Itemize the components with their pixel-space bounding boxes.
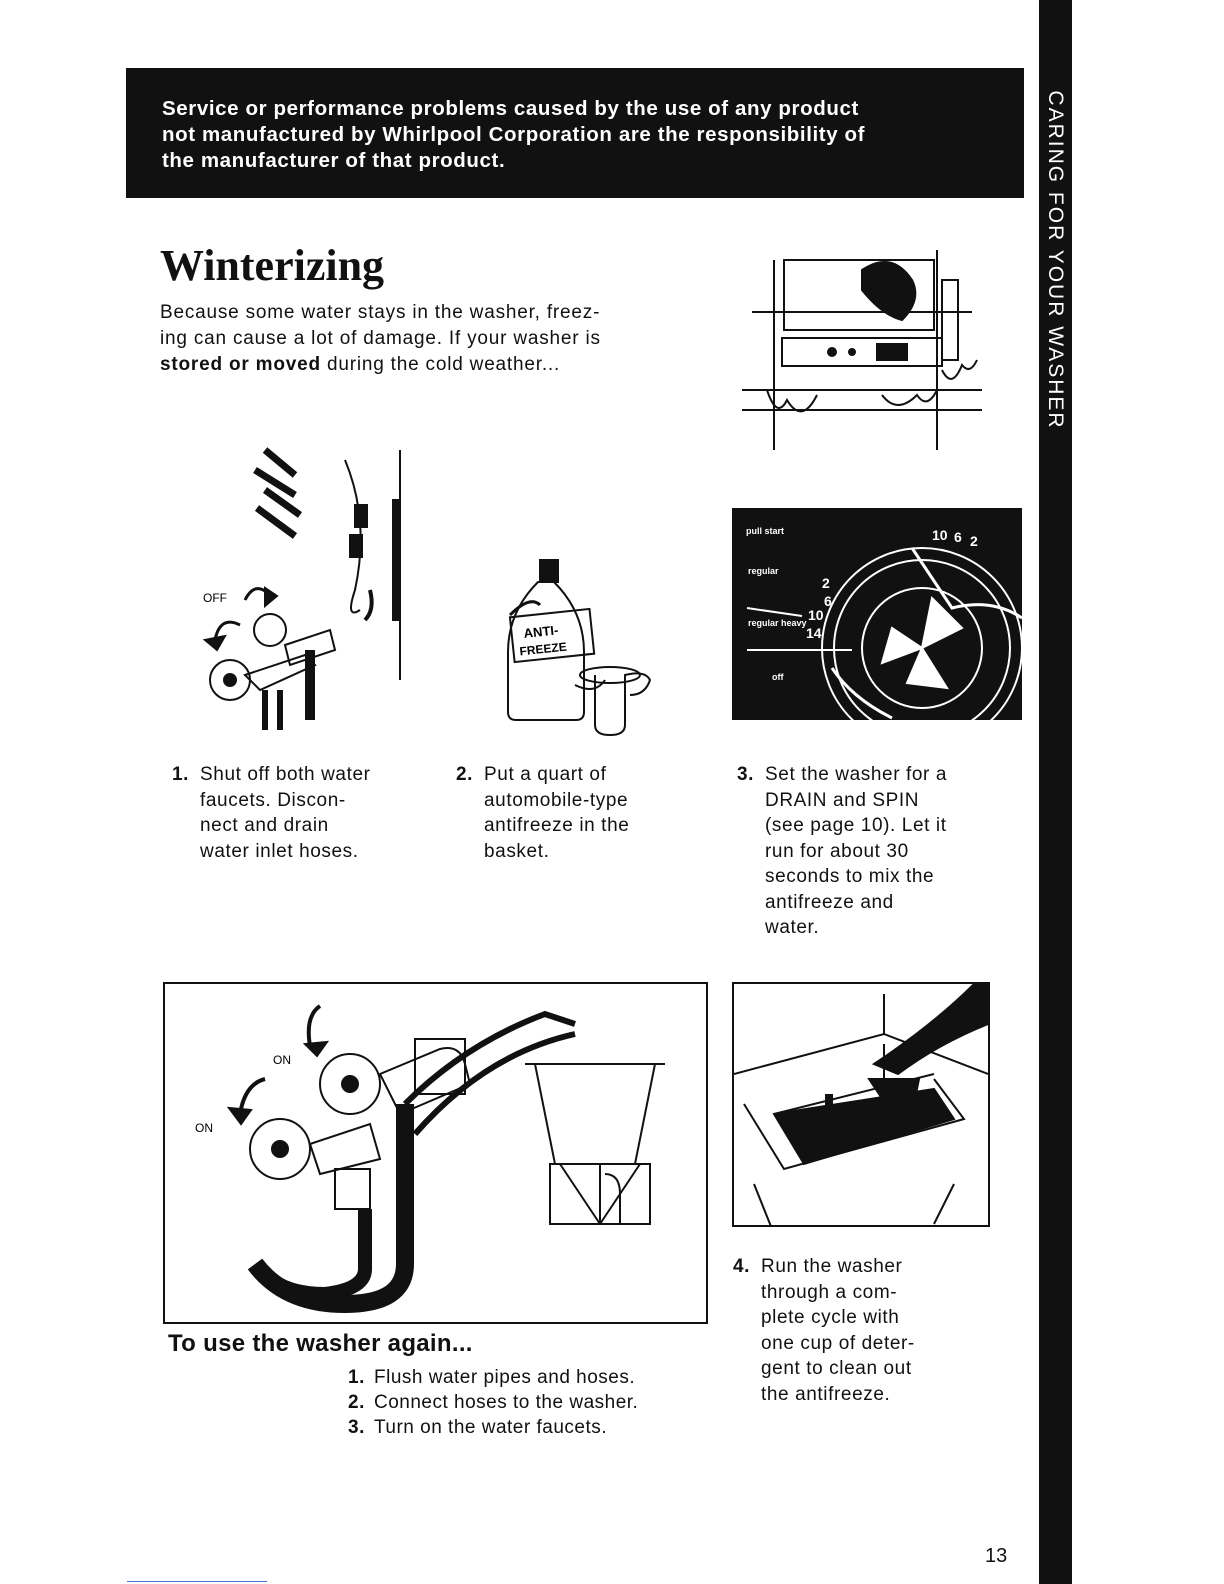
step-line: DRAIN and SPIN <box>765 789 920 811</box>
dial-label: pull start <box>746 526 785 536</box>
step-line: Put a quart of <box>484 764 607 785</box>
item-text: Connect hoses to the washer. <box>374 1392 639 1413</box>
list-item <box>348 1390 638 1415</box>
detergent-frame <box>732 982 990 1227</box>
off-label: OFF <box>203 591 227 605</box>
antifreeze-label-1: ANTI- <box>522 622 559 641</box>
dial-number: 10 <box>932 527 948 543</box>
step-line: (see page 10). Let it <box>765 815 947 836</box>
intro-emphasis: stored or moved <box>160 354 321 375</box>
step-number: 1. <box>172 764 190 785</box>
step-line: seconds to mix the <box>765 866 935 887</box>
dial-label: off <box>772 672 784 682</box>
step-line: plete cycle with <box>761 1307 900 1328</box>
step-line: Set the washer for a <box>765 764 948 785</box>
step-line: the antifreeze. <box>761 1383 891 1405</box>
step-line: faucets. Discon- <box>200 789 346 811</box>
dial-number: 14 <box>806 625 822 641</box>
on-label: ON <box>273 1053 291 1067</box>
intro-line: Because some water stays in the washer, freez- <box>160 302 601 323</box>
intro-paragraph <box>160 300 730 378</box>
step-number: 4. <box>733 1256 751 1277</box>
dial-number: 10 <box>808 607 824 623</box>
step-line: one cup of deter- <box>761 1332 915 1354</box>
step-1 <box>172 762 422 864</box>
step-line: gent to clean out <box>761 1358 912 1379</box>
page-title: Winterizing <box>160 241 385 290</box>
dial-number: 6 <box>954 529 962 545</box>
dial-label: regular <box>748 566 779 576</box>
use-again-heading: To use the washer again... <box>168 1330 473 1357</box>
notice-line: the manufacturer of that product. <box>162 149 506 172</box>
antifreeze-label-2: FREEZE <box>518 639 568 659</box>
use-again-list <box>348 1365 638 1440</box>
step-4 <box>733 1254 1003 1407</box>
step-line: antifreeze in the <box>484 815 630 836</box>
antifreeze-bottle-illustration <box>500 555 670 740</box>
step-line: basket. <box>484 840 550 862</box>
faucets-off-illustration <box>195 440 415 740</box>
item-number: 1. <box>348 1367 365 1388</box>
dial-number: 2 <box>822 575 830 591</box>
step-line: water. <box>765 917 820 938</box>
dial-number: 6 <box>824 593 832 609</box>
step-line: Run the washer <box>761 1256 903 1277</box>
step-2 <box>456 762 716 864</box>
dial-number: 2 <box>970 533 978 549</box>
notice-line: not manufactured by Whirlpool Corporation are the responsibility of <box>162 123 866 146</box>
pouring-detergent-illustration <box>734 984 988 1225</box>
step-3 <box>737 762 1017 941</box>
step-line: Shut off both water <box>200 764 371 785</box>
washer-lid-illustration <box>742 240 982 460</box>
cycle-dial-illustration <box>732 508 1022 720</box>
page-number: 13 <box>985 1545 1008 1567</box>
step-line: run for about 30 <box>765 840 909 862</box>
step-number: 3. <box>737 764 755 785</box>
step-number: 2. <box>456 764 474 785</box>
notice-banner <box>126 68 1024 198</box>
list-item <box>348 1365 638 1390</box>
item-text: Turn on the water faucets. <box>374 1417 608 1438</box>
intro-line <box>160 352 730 378</box>
step-line: automobile-type <box>484 789 629 811</box>
intro-line: ing can cause a lot of damage. If your washer is <box>160 328 601 349</box>
item-number: 3. <box>348 1417 365 1438</box>
faucets-on-frame <box>163 982 708 1324</box>
section-tab-label: CARING FOR YOUR WASHER <box>1044 90 1067 430</box>
step-line: water inlet hoses. <box>200 840 359 862</box>
intro-rest: during the cold weather... <box>320 354 561 375</box>
step-line: through a com- <box>761 1281 898 1303</box>
item-text: Flush water pipes and hoses. <box>374 1367 636 1388</box>
step-line: antifreeze and <box>765 891 894 913</box>
dial-label: regular heavy <box>748 618 807 628</box>
on-label: ON <box>195 1121 213 1135</box>
faucets-on-illustration <box>165 984 706 1322</box>
item-number: 2. <box>348 1392 365 1413</box>
bottom-rule <box>127 1581 267 1582</box>
step-line: nect and drain <box>200 815 329 836</box>
list-item <box>348 1415 638 1440</box>
notice-line: Service or performance problems caused by the use of any product <box>162 97 859 120</box>
